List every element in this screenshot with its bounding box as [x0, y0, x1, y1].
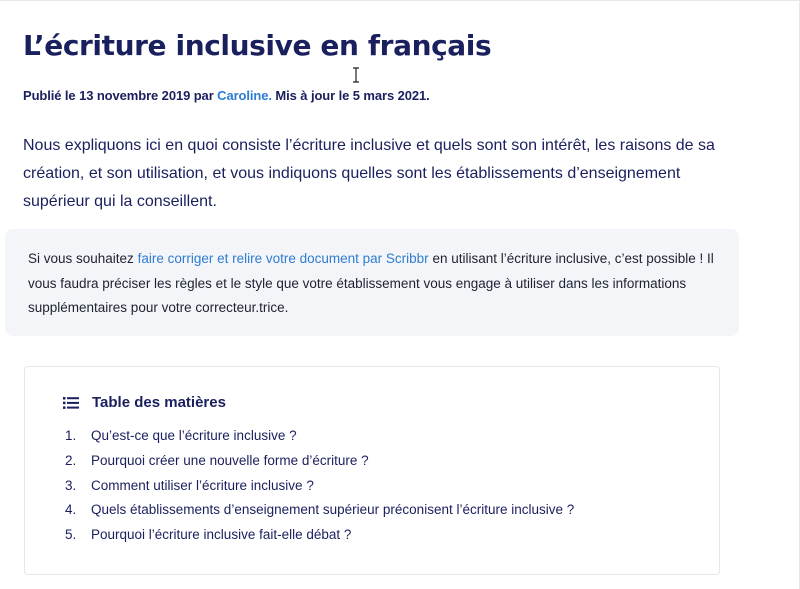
intro-paragraph: Nous expliquons ici en quoi consiste l’écriture inclusive et quels sont son intérêt, les raisons de sa création, et son utilisation, et vous indiquons quelles sont les établissements d’enseignement supérieur qui la conseillent.: [23, 137, 715, 210]
text-cursor-icon: [352, 67, 360, 83]
toc-link-3[interactable]: Comment utiliser l’écriture inclusive ?: [91, 477, 314, 493]
callout-text-after: en utilisant l’écriture inclusive, c’est possible ! Il vous faudra préciser les règles et le style que votre établissement vous engage à utiliser dans les informations supplémentaires pour votre correcteur.trice.: [28, 251, 714, 315]
byline: [23, 88, 430, 103]
toc-item: [65, 502, 574, 527]
page-title: L’écriture inclusive en français: [23, 29, 492, 62]
toc-item: [65, 453, 574, 478]
toc-list: [65, 428, 574, 552]
published-date: Publié le 13 novembre 2019 par: [23, 88, 218, 103]
toc-item-number: 5.: [65, 527, 77, 543]
toc-link-2[interactable]: Pourquoi créer une nouvelle forme d’écriture ?: [91, 452, 369, 468]
table-of-contents: [24, 366, 720, 575]
callout-box: [5, 229, 739, 336]
toc-link-4[interactable]: Quels établissements d’enseignement supérieur préconisent l’écriture inclusive ?: [91, 502, 575, 518]
toc-item: [65, 428, 574, 453]
toc-item-number: 1.: [65, 428, 77, 443]
toc-item-number: 2.: [65, 452, 77, 468]
toc-item-number: 4.: [65, 502, 77, 518]
toc-link-5[interactable]: Pourquoi l’écriture inclusive fait-elle débat ?: [91, 527, 352, 543]
toc-item-number: 3.: [65, 477, 77, 493]
author-link[interactable]: Caroline.: [217, 88, 272, 103]
toc-item: [65, 527, 574, 552]
updated-date: Mis à jour le 5 mars 2021.: [271, 88, 430, 103]
callout-text-before: Si vous souhaitez: [28, 251, 138, 266]
list-icon: [63, 396, 79, 410]
proofreading-link[interactable]: faire corriger et relire votre document par Scribbr: [137, 251, 429, 266]
toc-title: Table des matières: [92, 394, 226, 411]
toc-link-1[interactable]: Qu’est-ce que l’écriture inclusive ?: [91, 428, 297, 443]
toc-item: [65, 478, 574, 503]
toc-header: [63, 394, 226, 411]
